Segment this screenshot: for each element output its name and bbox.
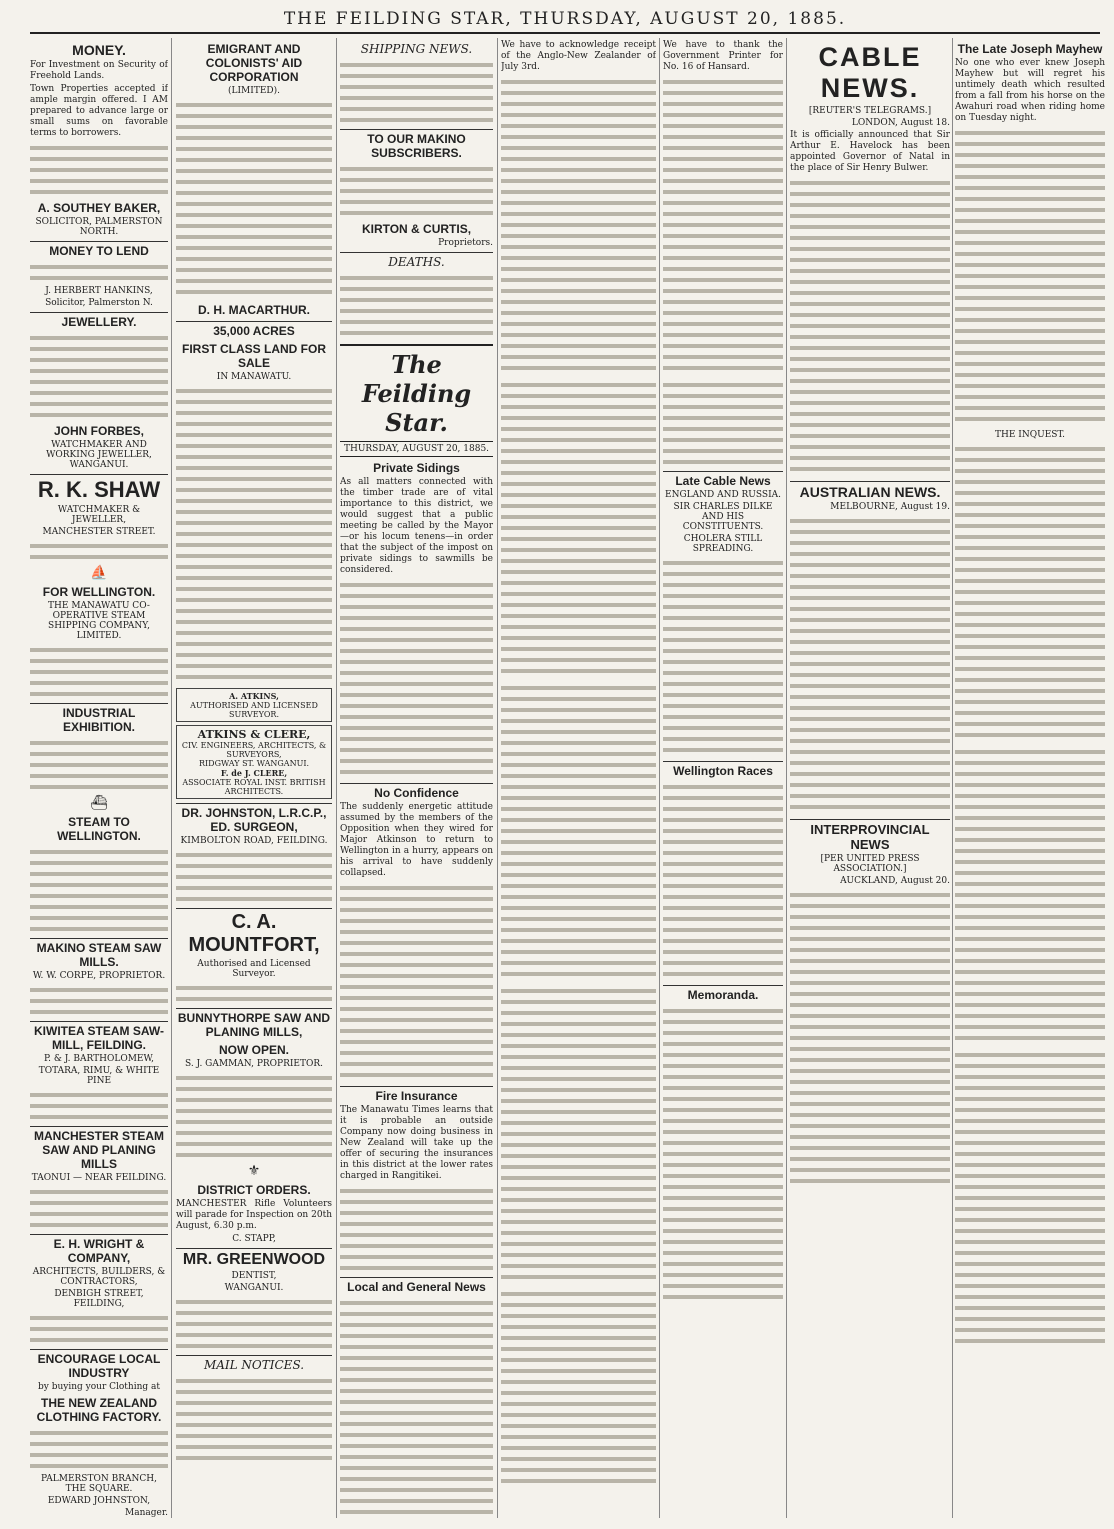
text-block [30, 644, 168, 699]
text-block [176, 1375, 332, 1463]
steam-heading: STEAM TO WELLINGTON. [57, 815, 141, 843]
text-block [790, 177, 950, 477]
text-block [176, 1296, 332, 1351]
mayhew-heading: The Late Joseph Mayhew [957, 42, 1103, 56]
atkins-clere-ad [176, 725, 332, 799]
page-header [30, 6, 1100, 34]
column-6 [790, 38, 950, 1518]
lend-heading: MONEY TO LEND [30, 241, 168, 258]
column-rule [952, 38, 953, 1518]
column-1 [30, 38, 168, 1518]
taonui: TAONUI — NEAR FEILDING. [31, 1173, 167, 1183]
rifle-orders: MANCHESTER Rifle Volunteers will parade for Inspection on 20th August, 6.30 p.m. [176, 1199, 332, 1231]
encourage: ENCOURAGE LOCAL INDUSTRY [30, 1349, 168, 1380]
column-5 [663, 38, 783, 1518]
text-block [340, 59, 493, 125]
column-rule [659, 38, 660, 1518]
stapp: C. STAPP, [232, 1234, 276, 1244]
auckland-dateline: AUCKLAND, August 20. [840, 876, 950, 886]
text-block [30, 846, 168, 934]
emigrant-heading: EMIGRANT AND COLONISTS' AID CORPORATION [205, 42, 303, 84]
text-block [30, 540, 168, 562]
wright: E. H. WRIGHT & COMPANY, [30, 1234, 168, 1265]
column-rule [786, 38, 787, 1518]
no-confidence-heading: No Confidence [340, 783, 493, 800]
now-open: NOW OPEN. [218, 1043, 289, 1057]
clere: F. de J. CLERE, [220, 768, 288, 778]
text-block [30, 1312, 168, 1345]
text-block [955, 746, 1105, 1046]
mountfort: C. A. MOUNTFORT, [176, 908, 332, 957]
melbourne-dateline: MELBOURNE, August 19. [830, 502, 950, 512]
hankins: J. HERBERT HANKINS, [45, 286, 153, 296]
text-block [340, 579, 493, 779]
dentist-town: WANGANUI. [224, 1283, 284, 1293]
makino: MAKINO STEAM SAW MILLS. [30, 938, 168, 969]
atkins: A. ATKINS, [229, 691, 279, 701]
totara: TOTARA, RIMU, & WHITE PINE [38, 1066, 160, 1086]
column-2 [176, 38, 332, 1518]
wellington-races-heading: Wellington Races [663, 761, 783, 778]
manchester-saw: MANCHESTER STEAM SAW AND PLANING MILLS [30, 1126, 168, 1171]
press-assoc: [PER UNITED PRESS ASSOCIATION.] [820, 854, 920, 874]
column-rule [171, 38, 172, 1518]
text-block [30, 142, 168, 197]
text-block [176, 982, 332, 1004]
text-block [501, 985, 656, 1285]
text-block [955, 1049, 1105, 1349]
no-confidence-text: The suddenly energetic attitude assumed by the members of the Opposition when they wired for Major Atkinson to return to Wellington in a hurry, appears on his arrival to have suddenly collapsed. [340, 802, 493, 878]
kiwitea: KIWITEA STEAM SAW-MILL, FEILDING. [30, 1021, 168, 1052]
southey-name: A. SOUTHEY BAKER, [37, 201, 161, 215]
column-3 [340, 38, 493, 1518]
dentist: DENTIST, [231, 1271, 277, 1281]
fire-insurance-text: The Manawatu Times learns that it is probable an outside Company now doing business in New Zealand will take up the offer of securing the insurances in this district at the lower rates charged in Rangitikei. [340, 1105, 493, 1181]
england-russia: ENGLAND AND RUSSIA. [665, 490, 781, 500]
crest-icon: ⚜ [247, 1163, 261, 1179]
shaw: R. K. SHAW [30, 474, 168, 503]
reuters-label: [REUTER'S TELEGRAMS.] [808, 106, 932, 116]
atkins-ad [176, 688, 332, 722]
mail-notices: MAIL NOTICES. [176, 1355, 332, 1372]
printer-text: We have to thank the Government Printer for No. 16 of Hansard. [663, 40, 783, 72]
atkins-clere-sub: CIV. ENGINEERS, ARCHITECTS, & SURVEYORS, [181, 741, 327, 759]
text-block [663, 557, 783, 757]
atkins-clere: ATKINS & CLERE, [197, 728, 311, 741]
cholera: CHOLERA STILL SPREADING. [683, 534, 763, 554]
private-sidings-text: As all matters connected with the timber trade are of vital importance to this district, we would suggest that a public meeting be called by the Mayor—or his locum tenens—in order that the subject of the impost on private sidings to sawmills be considered. [340, 477, 493, 575]
text-block [176, 99, 332, 299]
hankins-title: Solicitor, Palmerston N. [45, 298, 153, 308]
column-rule [497, 38, 498, 1518]
text-block [501, 682, 656, 982]
deaths-heading: DEATHS. [340, 252, 493, 269]
shaw-street: MANCHESTER STREET. [42, 527, 156, 537]
anglo-text: We have to acknowledge receipt of the Anglo-New Zealander of July 3rd. [501, 40, 656, 72]
first-class: FIRST CLASS LAND FOR SALE [182, 342, 326, 370]
local-news-heading: Local and General News [340, 1277, 493, 1294]
forbes-title: WATCHMAKER AND WORKING JEWELLER, WANGANUI. [46, 440, 152, 470]
atkins-sub: AUTHORISED AND LICENSED SURVEYOR. [190, 701, 318, 719]
clothing: by buying your Clothing at [38, 1382, 160, 1392]
architects: ARCHITECTS, BUILDERS, & CONTRACTORS, [32, 1267, 166, 1287]
text-block [30, 737, 168, 792]
ship-icon: ⛵ [90, 565, 108, 581]
mayhew-text: No one who ever knew Joseph Mayhew but will regret his untimely death which resulted from a fall from his horse on the Awahuri road when riding home on Tuesday night. [955, 58, 1105, 123]
inquest-heading: THE INQUEST. [995, 430, 1065, 440]
forbes: JOHN FORBES, [53, 424, 144, 438]
masthead: The Feilding Star. [340, 344, 493, 442]
masthead-date: THURSDAY, AUGUST 20, 1885. [340, 444, 493, 457]
text-block [176, 849, 332, 904]
kimbolton: KIMBOLTON ROAD, FEILDING. [180, 836, 328, 846]
money-intro: For Investment on Security of Freehold Lands. [30, 60, 168, 81]
text-block [501, 379, 656, 679]
bunnythorpe: BUNNYTHORPE SAW AND PLANING MILLS, [176, 1008, 332, 1039]
text-block [340, 272, 493, 338]
cable-news-heading: CABLE NEWS. [818, 42, 922, 103]
newspaper-title: THE FEILDING STAR, THURSDAY, AUGUST 20, 1885. [283, 9, 847, 29]
text-block [790, 515, 950, 815]
text-block [30, 1089, 168, 1122]
shaw-title: WATCHMAKER & JEWELLER, [57, 505, 141, 525]
memoranda-heading: Memoranda. [663, 985, 783, 1002]
text-block [790, 889, 950, 1189]
exhibition-heading: INDUSTRIAL EXHIBITION. [30, 703, 168, 734]
fire-insurance-heading: Fire Insurance [340, 1086, 493, 1103]
text-block [30, 984, 168, 1017]
manawatu-co: THE MANAWATU CO-OPERATIVE STEAM SHIPPING COMPANY, LIMITED. [48, 601, 150, 641]
manager: Manager. [124, 1508, 168, 1518]
london-dateline: LONDON, August 18. [851, 118, 950, 128]
text-block [30, 332, 168, 420]
jewellery-heading: JEWELLERY. [30, 312, 168, 329]
in-manawatu: IN MANAWATU. [216, 372, 292, 382]
text-block [663, 76, 783, 376]
cable-text: It is officially announced that Sir Arthur E. Havelock has been appointed Governor of Natal in the place of Sir Henry Bulwer. [790, 130, 950, 173]
text-block [663, 379, 783, 467]
australian-news-heading: AUSTRALIAN NEWS. [790, 481, 950, 500]
text-block [30, 261, 168, 283]
money-heading: MONEY. [72, 42, 126, 58]
column-7 [955, 38, 1105, 1518]
private-sidings-heading: Private Sidings [373, 461, 460, 475]
gamman: S. J. GAMMAN, PROPRIETOR. [184, 1059, 324, 1069]
kirton: KIRTON & CURTIS, [361, 222, 472, 236]
bartholomew: P. & J. BARTHOLOMEW, [43, 1054, 155, 1064]
factory: THE NEW ZEALAND CLOTHING FACTORY. [36, 1396, 162, 1424]
text-block [955, 443, 1105, 743]
interprovincial-heading: INTERPROVINCIAL NEWS [790, 819, 950, 852]
text-block [340, 1297, 493, 1518]
emigrant-limited: (LIMITED). [228, 86, 280, 96]
southey-title: SOLICITOR, PALMERSTON NORTH. [35, 217, 163, 237]
corpe: W. W. CORPE, PROPRIETOR. [32, 971, 166, 981]
acres: 35,000 ACRES [176, 321, 332, 338]
text-block [501, 1288, 656, 1488]
denbigh: DENBIGH STREET, FEILDING, [54, 1289, 144, 1309]
text-block [501, 76, 656, 376]
dilke: SIR CHARLES DILKE AND HIS CONSTITUENTS. [673, 502, 773, 532]
text-block [340, 163, 493, 218]
column-rule [336, 38, 337, 1518]
text-block [955, 127, 1105, 427]
shipping-heading: SHIPPING NEWS. [360, 42, 473, 56]
text-block [176, 1072, 332, 1160]
text-block [176, 385, 332, 685]
johnston: EDWARD JOHNSTON, [47, 1496, 151, 1506]
late-cable-heading: Late Cable News [663, 471, 783, 488]
ridgway: RIDGWAY ST. WANGANUI. [198, 759, 310, 768]
text-block [340, 882, 493, 1082]
text-block [663, 1005, 783, 1305]
makino-subscribers: TO OUR MAKINO SUBSCRIBERS. [340, 129, 493, 160]
column-4 [501, 38, 656, 1518]
district-orders: DISTRICT ORDERS. [197, 1183, 311, 1197]
text-block [340, 1185, 493, 1273]
mountfort-sub: Authorised and Licensed Surveyor. [197, 959, 311, 979]
proprietors: Proprietors. [438, 238, 493, 248]
money-text: Town Properties accepted if ample margin offered. I AM prepared to advance large or small sums on favorable terms to borrowers. [30, 84, 168, 138]
palmerston-branch: PALMERSTON BRANCH, THE SQUARE. [41, 1474, 157, 1494]
steamship-icon: ⛴ [90, 795, 108, 811]
greenwood: MR. GREENWOOD [176, 1248, 332, 1269]
macarthur: D. H. MACARTHUR. [198, 303, 310, 317]
wellington-heading: FOR WELLINGTON. [42, 585, 156, 599]
text-block [30, 1427, 168, 1471]
clere-sub: ASSOCIATE ROYAL INST. BRITISH ARCHITECTS. [182, 778, 326, 796]
text-block [663, 781, 783, 981]
text-block [30, 1186, 168, 1230]
dr-johnston: DR. JOHNSTON, L.R.C.P., ED. SURGEON, [176, 803, 332, 834]
